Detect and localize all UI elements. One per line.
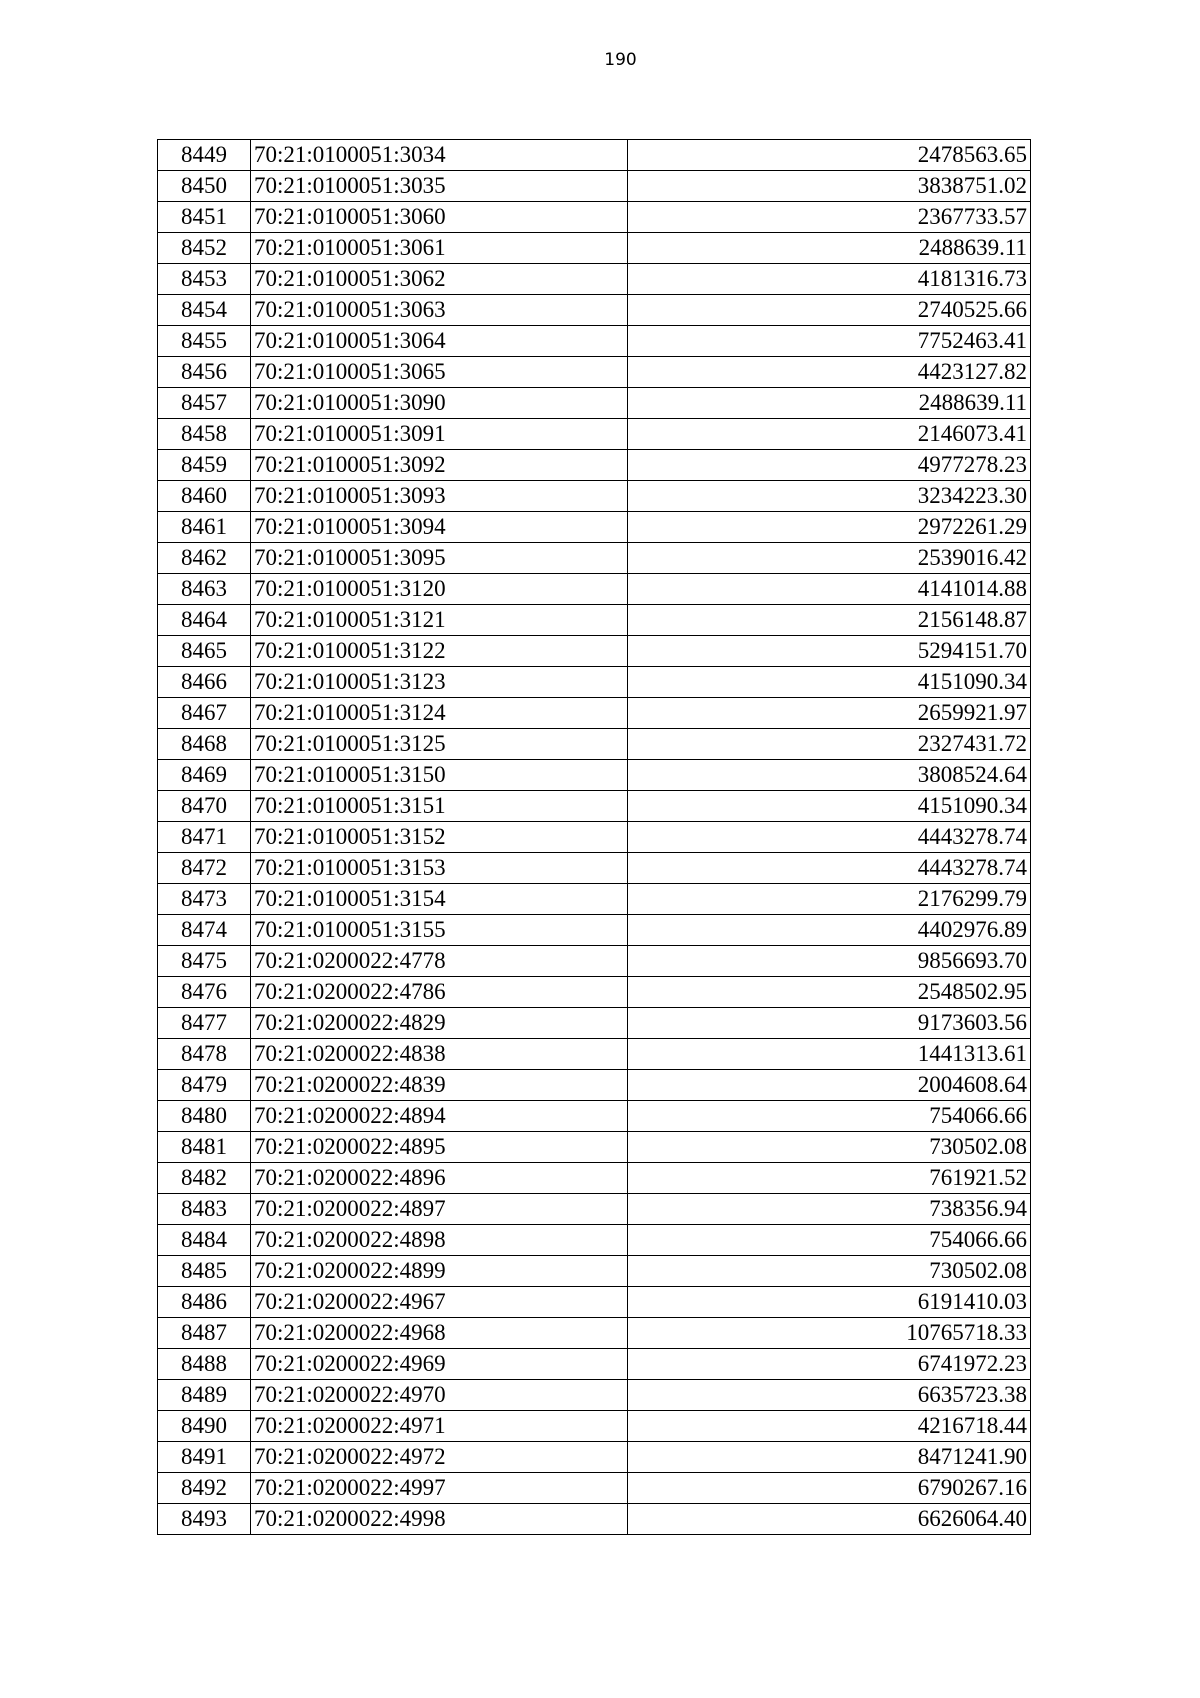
row-number-cell: 8483 <box>158 1194 251 1225</box>
cadastral-number-cell: 70:21:0100051:3152 <box>251 822 628 853</box>
row-number-cell: 8453 <box>158 264 251 295</box>
cadastral-number-cell: 70:21:0100051:3124 <box>251 698 628 729</box>
row-number-cell: 8472 <box>158 853 251 884</box>
table-row <box>158 140 1031 171</box>
row-number-cell: 8482 <box>158 1163 251 1194</box>
cadastral-number-cell: 70:21:0100051:3122 <box>251 636 628 667</box>
cadastral-value-cell: 2478563.65 <box>628 140 1031 171</box>
cadastral-value-cell: 2004608.64 <box>628 1070 1031 1101</box>
cadastral-value-cell: 10765718.33 <box>628 1318 1031 1349</box>
cadastral-number-cell: 70:21:0100051:3034 <box>251 140 628 171</box>
table-row <box>158 1256 1031 1287</box>
row-number-cell: 8469 <box>158 760 251 791</box>
table-row <box>158 512 1031 543</box>
table-row <box>158 1504 1031 1535</box>
cadastral-number-cell: 70:21:0200022:4970 <box>251 1380 628 1411</box>
row-number-cell: 8477 <box>158 1008 251 1039</box>
row-number-cell: 8466 <box>158 667 251 698</box>
table-row <box>158 1194 1031 1225</box>
table-row <box>158 450 1031 481</box>
row-number-cell: 8457 <box>158 388 251 419</box>
cadastral-number-cell: 70:21:0100051:3035 <box>251 171 628 202</box>
table-row <box>158 853 1031 884</box>
cadastral-number-cell: 70:21:0200022:4968 <box>251 1318 628 1349</box>
cadastral-number-cell: 70:21:0100051:3092 <box>251 450 628 481</box>
cadastral-number-cell: 70:21:0200022:4894 <box>251 1101 628 1132</box>
cadastral-value-cell: 6626064.40 <box>628 1504 1031 1535</box>
row-number-cell: 8476 <box>158 977 251 1008</box>
table-row <box>158 1039 1031 1070</box>
table-row <box>158 977 1031 1008</box>
table-row <box>158 1101 1031 1132</box>
row-number-cell: 8460 <box>158 481 251 512</box>
cadastral-value-cell: 2146073.41 <box>628 419 1031 450</box>
table-row <box>158 419 1031 450</box>
cadastral-value-cell: 2740525.66 <box>628 295 1031 326</box>
page-number: 190 <box>604 50 637 70</box>
cadastral-number-cell: 70:21:0200022:4898 <box>251 1225 628 1256</box>
table-row <box>158 729 1031 760</box>
cadastral-value-cell: 7752463.41 <box>628 326 1031 357</box>
table-row <box>158 326 1031 357</box>
table-row <box>158 915 1031 946</box>
cadastral-value-cell: 4151090.34 <box>628 667 1031 698</box>
cadastral-number-cell: 70:21:0200022:4786 <box>251 977 628 1008</box>
row-number-cell: 8468 <box>158 729 251 760</box>
cadastral-number-cell: 70:21:0100051:3121 <box>251 605 628 636</box>
table-row <box>158 760 1031 791</box>
cadastral-value-cell: 761921.52 <box>628 1163 1031 1194</box>
row-number-cell: 8479 <box>158 1070 251 1101</box>
row-number-cell: 8487 <box>158 1318 251 1349</box>
cadastral-number-cell: 70:21:0100051:3153 <box>251 853 628 884</box>
cadastral-value-cell: 2539016.42 <box>628 543 1031 574</box>
row-number-cell: 8471 <box>158 822 251 853</box>
cadastral-value-cell: 9856693.70 <box>628 946 1031 977</box>
cadastral-number-cell: 70:21:0100051:3095 <box>251 543 628 574</box>
table-row <box>158 791 1031 822</box>
row-number-cell: 8489 <box>158 1380 251 1411</box>
cadastral-value-cell: 2156148.87 <box>628 605 1031 636</box>
cadastral-value-cell: 4443278.74 <box>628 853 1031 884</box>
cadastral-value-table <box>157 139 1031 1535</box>
row-number-cell: 8461 <box>158 512 251 543</box>
cadastral-number-cell: 70:21:0100051:3064 <box>251 326 628 357</box>
table-row <box>158 1349 1031 1380</box>
cadastral-number-cell: 70:21:0200022:4896 <box>251 1163 628 1194</box>
table-row <box>158 946 1031 977</box>
cadastral-number-cell: 70:21:0100051:3123 <box>251 667 628 698</box>
cadastral-value-cell: 4402976.89 <box>628 915 1031 946</box>
cadastral-number-cell: 70:21:0200022:4778 <box>251 946 628 977</box>
cadastral-number-cell: 70:21:0100051:3154 <box>251 884 628 915</box>
cadastral-value-cell: 4181316.73 <box>628 264 1031 295</box>
cadastral-value-cell: 4141014.88 <box>628 574 1031 605</box>
cadastral-value-cell: 738356.94 <box>628 1194 1031 1225</box>
row-number-cell: 8458 <box>158 419 251 450</box>
row-number-cell: 8473 <box>158 884 251 915</box>
cadastral-value-cell: 1441313.61 <box>628 1039 1031 1070</box>
row-number-cell: 8475 <box>158 946 251 977</box>
row-number-cell: 8452 <box>158 233 251 264</box>
table-row <box>158 1225 1031 1256</box>
table-row <box>158 543 1031 574</box>
row-number-cell: 8493 <box>158 1504 251 1535</box>
cadastral-number-cell: 70:21:0200022:4997 <box>251 1473 628 1504</box>
table-row <box>158 1318 1031 1349</box>
cadastral-value-cell: 2659921.97 <box>628 698 1031 729</box>
cadastral-number-cell: 70:21:0100051:3094 <box>251 512 628 543</box>
row-number-cell: 8454 <box>158 295 251 326</box>
cadastral-number-cell: 70:21:0200022:4969 <box>251 1349 628 1380</box>
row-number-cell: 8455 <box>158 326 251 357</box>
cadastral-number-cell: 70:21:0100051:3065 <box>251 357 628 388</box>
table-row <box>158 698 1031 729</box>
table-row <box>158 574 1031 605</box>
table-row <box>158 1473 1031 1504</box>
cadastral-number-cell: 70:21:0200022:4897 <box>251 1194 628 1225</box>
cadastral-value-cell: 754066.66 <box>628 1225 1031 1256</box>
cadastral-number-cell: 70:21:0200022:4998 <box>251 1504 628 1535</box>
cadastral-value-cell: 4216718.44 <box>628 1411 1031 1442</box>
cadastral-number-cell: 70:21:0200022:4971 <box>251 1411 628 1442</box>
table-row <box>158 481 1031 512</box>
row-number-cell: 8451 <box>158 202 251 233</box>
cadastral-value-cell: 2972261.29 <box>628 512 1031 543</box>
table-body <box>158 140 1031 1535</box>
row-number-cell: 8459 <box>158 450 251 481</box>
cadastral-value-cell: 2548502.95 <box>628 977 1031 1008</box>
table-row <box>158 1380 1031 1411</box>
cadastral-value-cell: 754066.66 <box>628 1101 1031 1132</box>
table-row <box>158 605 1031 636</box>
cadastral-value-cell: 2367733.57 <box>628 202 1031 233</box>
cadastral-number-cell: 70:21:0100051:3090 <box>251 388 628 419</box>
row-number-cell: 8481 <box>158 1132 251 1163</box>
cadastral-value-cell: 9173603.56 <box>628 1008 1031 1039</box>
cadastral-value-cell: 4151090.34 <box>628 791 1031 822</box>
cadastral-number-cell: 70:21:0200022:4829 <box>251 1008 628 1039</box>
table-row <box>158 1070 1031 1101</box>
row-number-cell: 8462 <box>158 543 251 574</box>
cadastral-value-cell: 2488639.11 <box>628 388 1031 419</box>
row-number-cell: 8456 <box>158 357 251 388</box>
table-row <box>158 295 1031 326</box>
table-row <box>158 1163 1031 1194</box>
cadastral-number-cell: 70:21:0200022:4838 <box>251 1039 628 1070</box>
table-row <box>158 264 1031 295</box>
cadastral-value-cell: 3838751.02 <box>628 171 1031 202</box>
cadastral-number-cell: 70:21:0100051:3093 <box>251 481 628 512</box>
cadastral-value-cell: 3234223.30 <box>628 481 1031 512</box>
cadastral-value-cell: 6790267.16 <box>628 1473 1031 1504</box>
row-number-cell: 8484 <box>158 1225 251 1256</box>
row-number-cell: 8464 <box>158 605 251 636</box>
cadastral-value-cell: 5294151.70 <box>628 636 1031 667</box>
cadastral-value-cell: 4423127.82 <box>628 357 1031 388</box>
table-row <box>158 1287 1031 1318</box>
cadastral-value-cell: 8471241.90 <box>628 1442 1031 1473</box>
cadastral-value-cell: 730502.08 <box>628 1132 1031 1163</box>
table-row <box>158 388 1031 419</box>
table-row <box>158 822 1031 853</box>
cadastral-number-cell: 70:21:0100051:3151 <box>251 791 628 822</box>
cadastral-value-cell: 6741972.23 <box>628 1349 1031 1380</box>
cadastral-number-cell: 70:21:0200022:4895 <box>251 1132 628 1163</box>
cadastral-value-cell: 3808524.64 <box>628 760 1031 791</box>
row-number-cell: 8449 <box>158 140 251 171</box>
row-number-cell: 8488 <box>158 1349 251 1380</box>
cadastral-value-cell: 2327431.72 <box>628 729 1031 760</box>
table-row <box>158 1411 1031 1442</box>
cadastral-value-cell: 4977278.23 <box>628 450 1031 481</box>
cadastral-value-cell: 2176299.79 <box>628 884 1031 915</box>
row-number-cell: 8478 <box>158 1039 251 1070</box>
cadastral-number-cell: 70:21:0100051:3060 <box>251 202 628 233</box>
row-number-cell: 8492 <box>158 1473 251 1504</box>
row-number-cell: 8480 <box>158 1101 251 1132</box>
table-row <box>158 1008 1031 1039</box>
cadastral-number-cell: 70:21:0100051:3155 <box>251 915 628 946</box>
cadastral-number-cell: 70:21:0100051:3063 <box>251 295 628 326</box>
table-row <box>158 233 1031 264</box>
table-row <box>158 202 1031 233</box>
cadastral-value-cell: 2488639.11 <box>628 233 1031 264</box>
row-number-cell: 8491 <box>158 1442 251 1473</box>
row-number-cell: 8470 <box>158 791 251 822</box>
row-number-cell: 8463 <box>158 574 251 605</box>
cadastral-number-cell: 70:21:0100051:3091 <box>251 419 628 450</box>
row-number-cell: 8486 <box>158 1287 251 1318</box>
row-number-cell: 8467 <box>158 698 251 729</box>
table-row <box>158 884 1031 915</box>
cadastral-number-cell: 70:21:0200022:4839 <box>251 1070 628 1101</box>
table-row <box>158 1442 1031 1473</box>
cadastral-value-cell: 730502.08 <box>628 1256 1031 1287</box>
row-number-cell: 8450 <box>158 171 251 202</box>
cadastral-number-cell: 70:21:0200022:4967 <box>251 1287 628 1318</box>
row-number-cell: 8465 <box>158 636 251 667</box>
cadastral-number-cell: 70:21:0200022:4899 <box>251 1256 628 1287</box>
cadastral-number-cell: 70:21:0200022:4972 <box>251 1442 628 1473</box>
cadastral-value-cell: 6191410.03 <box>628 1287 1031 1318</box>
table-row <box>158 636 1031 667</box>
cadastral-number-cell: 70:21:0100051:3125 <box>251 729 628 760</box>
cadastral-number-cell: 70:21:0100051:3120 <box>251 574 628 605</box>
table-row <box>158 357 1031 388</box>
row-number-cell: 8485 <box>158 1256 251 1287</box>
cadastral-number-cell: 70:21:0100051:3150 <box>251 760 628 791</box>
table-row <box>158 667 1031 698</box>
cadastral-value-cell: 6635723.38 <box>628 1380 1031 1411</box>
row-number-cell: 8474 <box>158 915 251 946</box>
row-number-cell: 8490 <box>158 1411 251 1442</box>
table-row <box>158 171 1031 202</box>
cadastral-number-cell: 70:21:0100051:3061 <box>251 233 628 264</box>
table-row <box>158 1132 1031 1163</box>
cadastral-value-cell: 4443278.74 <box>628 822 1031 853</box>
cadastral-number-cell: 70:21:0100051:3062 <box>251 264 628 295</box>
